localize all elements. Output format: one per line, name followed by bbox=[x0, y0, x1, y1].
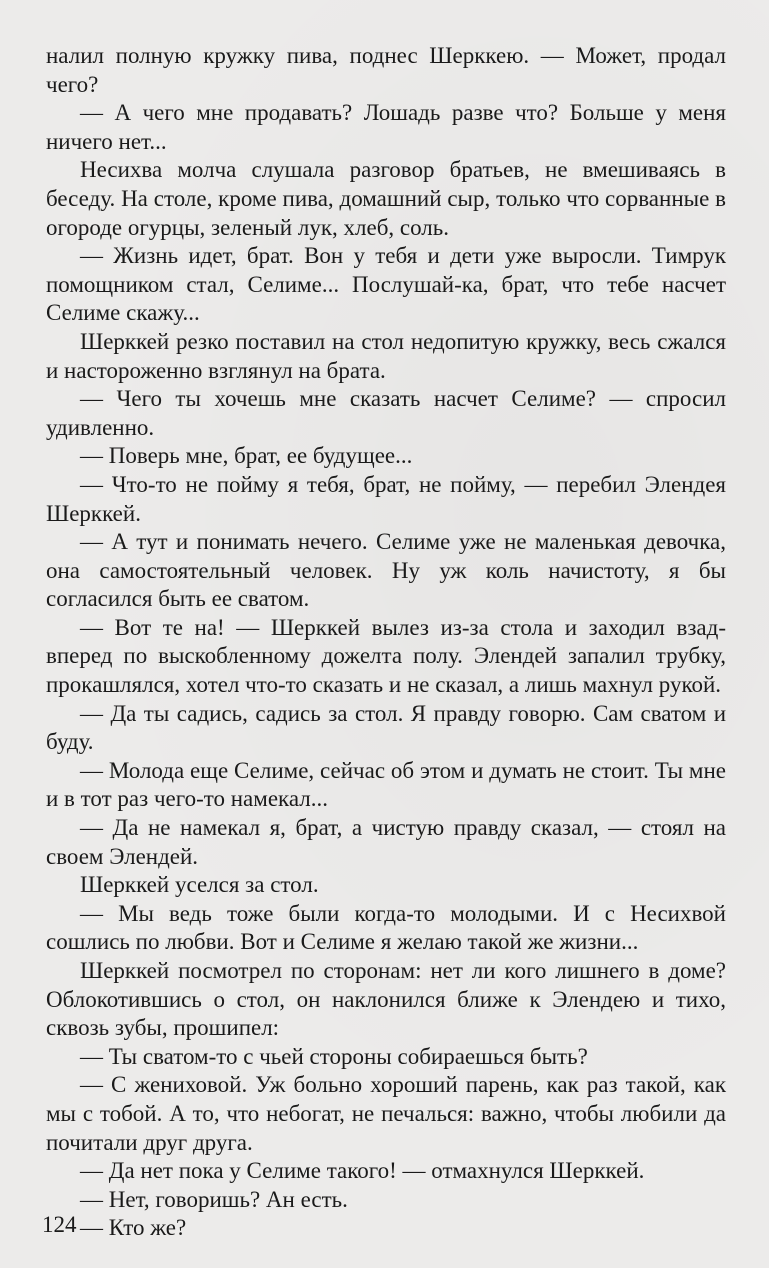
paragraph: — А чего мне продавать? Лошадь разве что? Больше у меня ничего нет... bbox=[46, 100, 726, 154]
paragraph: Шерккей посмотрел по сторонам: нет ли кого лишнего в доме? Облокотившись о стол, он наклонился ближе к Элендею и тихо, сквозь зубы, прошипел: bbox=[46, 958, 726, 1041]
paragraph: — С жениховой. Уж больно хороший парень, как раз такой, как мы с тобой. А то, что небогат, не печалься: важно, чтобы любили да почитали друг друга. bbox=[46, 1072, 726, 1155]
paragraph: — Молода еще Селиме, сейчас об этом и думать не стоит. Ты мне и в тот раз чего-то намекал... bbox=[46, 757, 726, 812]
paragraph: — Да нет пока у Селиме такого! — отмахнулся Шерккей. bbox=[80, 1158, 645, 1184]
paragraph: — Да не намекал я, брат, а чистую правду сказал, — стоял на своем Элендей. bbox=[46, 815, 726, 869]
paragraph: — Нет, говоришь? Ан есть. bbox=[80, 1186, 348, 1212]
paragraph: — Да ты садись, садись за стол. Я правду говорю. Сам сватом и буду. bbox=[46, 700, 726, 755]
paragraph: Несихва молча слушала разговор братьев, не вмешиваясь в беседу. На столе, кроме пива, домашний сыр, только что сорванные в огороде огурцы, зеленый лук, хлеб, соль. bbox=[46, 157, 726, 240]
paragraph: — Что-то не пойму я тебя, брат, не пойму, — перебил Элендея Шерккей. bbox=[46, 471, 726, 526]
paragraph: налил полную кружку пива, поднес Шерккею. — Может, продал чего? bbox=[46, 43, 726, 97]
paragraph: — Жизнь идет, брат. Вон у тебя и дети уже выросли. Тимрук помощником стал, Селиме... Послушай-ка, брат, что тебе насчет Селиме скажу... bbox=[46, 243, 726, 326]
paragraph: — Ты сватом-то с чьей стороны собираешься быть? bbox=[80, 1043, 588, 1069]
paragraph: — А тут и понимать нечего. Селиме уже не маленькая девочка, она самостоятельный человек. Ну уж коль начистоту, я бы согласился быть ее сватом. bbox=[46, 529, 726, 612]
paragraph: — Мы ведь тоже были когда-то молодыми. И с Несихвой сошлись по любви. Вот и Селиме я желаю такой же жизни... bbox=[46, 900, 726, 955]
page-number: 124 bbox=[42, 1212, 77, 1237]
paragraph: — Чего ты хочешь мне сказать насчет Селиме? — спросил удивленно. bbox=[46, 386, 726, 440]
body-text bbox=[46, 42, 726, 1243]
paragraph: Шерккей уселся за стол. bbox=[80, 872, 319, 898]
paragraph: — Поверь мне, брат, ее будущее... bbox=[80, 443, 413, 469]
paragraph: Шерккей резко поставил на стол недопитую кружку, весь сжался и настороженно взглянул на брата. bbox=[46, 328, 726, 383]
paragraph: — Вот те на! — Шерккей вылез из-за стола и заходил взад-вперед по выскобленному дожелта полу. Элендей запалил трубку, прокашлялся, хотел что-то сказать и не сказал, а лишь махнул рукой. bbox=[46, 614, 726, 698]
paragraph: — Кто же? bbox=[80, 1215, 187, 1241]
